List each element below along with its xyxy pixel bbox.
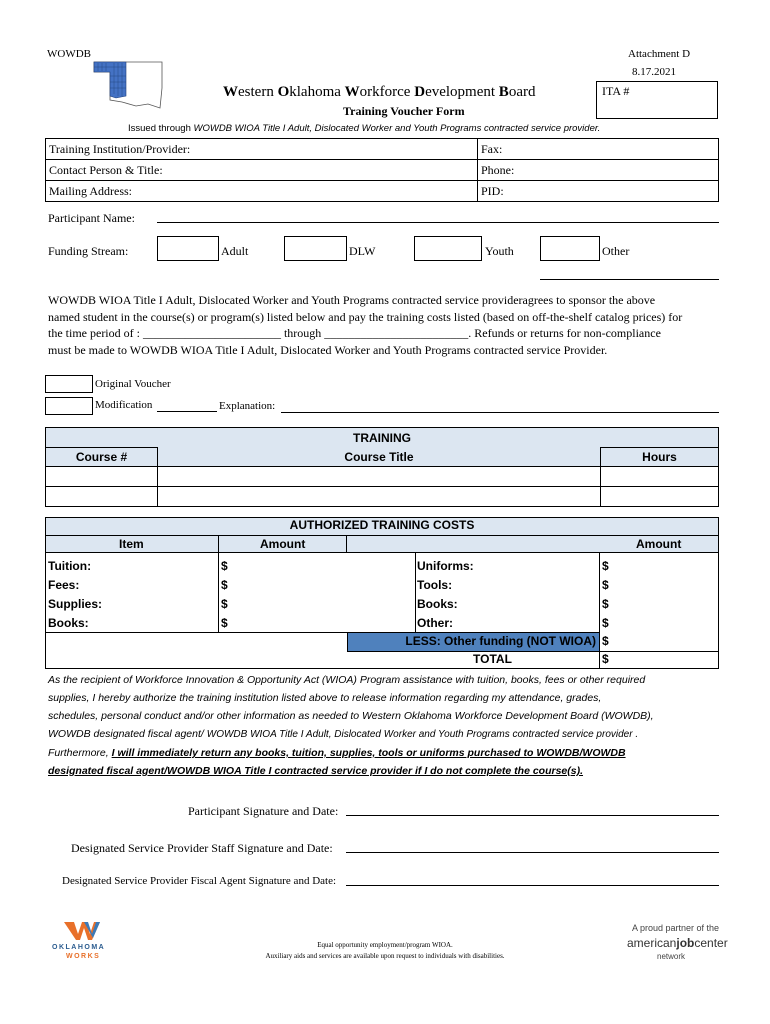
books-label: Books: [48,616,89,630]
other-label: Other [602,244,630,258]
costs-heading: AUTHORIZED TRAINING COSTS [289,518,475,532]
item-header: Item [119,537,144,551]
form-date: 8.17.2021 [632,66,676,78]
pid-field[interactable]: PID: [478,181,719,202]
dlw-checkbox[interactable] [284,236,347,261]
participant-signature-input[interactable] [346,815,719,816]
uniforms-label: Uniforms: [417,559,474,573]
fax-field[interactable]: Fax: [478,139,719,160]
modification-label: Modification [95,399,153,411]
youth-label: Youth [485,244,514,258]
oklahoma-works-logo-icon [62,918,102,942]
total-label: TOTAL [473,652,512,666]
course-number-header: Course # [46,448,158,467]
training-heading: TRAINING [46,428,719,448]
right-items [417,557,474,633]
course-title-header: Course Title [158,448,601,467]
total-amount[interactable]: $ [602,652,609,666]
attachment-label: Attachment D [628,48,691,60]
fees-label: Fees: [48,578,80,592]
course-title-cell[interactable] [158,487,601,507]
tools-label: Tools: [417,578,453,592]
staff-signature-input[interactable] [346,852,719,853]
equal-opportunity-notice: Equal opportunity employment/program WIOA. Auxiliary aids and services are available upon request to individuals with disabilities. [265,941,505,960]
form-title: Training Voucher Form [343,104,465,118]
logo-works: WORKS [66,953,101,960]
funding-stream-label: Funding Stream: [48,244,129,258]
explanation-label: Explanation: [219,400,276,412]
course-number-cell[interactable] [46,467,158,487]
amount-right-header: Amount [636,537,682,551]
ajc-partner-line: A proud partner of the [632,923,720,933]
ita-number-field[interactable] [596,81,718,119]
course-number-cell[interactable] [46,487,158,507]
logo-oklahoma: OKLAHOMA [52,944,106,951]
original-voucher-checkbox[interactable] [45,375,93,393]
left-amounts[interactable]: $ $ $ $ [221,559,228,630]
modification-input[interactable] [157,411,217,412]
ajc-logo-text: americanjobcenter [627,936,728,950]
board-title: Western Oklahoma Workforce Development Board [223,84,536,100]
youth-checkbox[interactable] [414,236,482,261]
tuition-label: Tuition: [48,559,92,573]
org-short: WOWDB [47,48,91,60]
amount-header: Amount [260,537,306,551]
participant-signature-label: Participant Signature and Date: [188,804,339,818]
original-voucher-label: Original Voucher [95,378,171,390]
course-title-cell[interactable] [158,467,601,487]
hours-header: Hours [601,448,719,467]
modification-checkbox[interactable] [45,397,93,415]
sponsor-paragraph: WOWDB WIOA Title I Adult, Dislocated Worker and Youth Programs contracted service provideragrees to sponsor the above named student in the course(s) or program(s) listed below and pay the training costs listed (based on off-the-shelf catalog prices) for the time period of : _______________________ through ________________________. Refunds or returns for non-compliance must be made to WOWDB WIOA Title I Adult, Dislocated Worker and Youth Programs contracted service Provider. [48,293,683,357]
other-checkbox[interactable] [540,236,600,261]
participant-name-label: Participant Name: [48,211,135,225]
participant-name-input[interactable] [157,222,719,223]
provider-info-table [45,138,719,202]
contact-person-field[interactable]: Contact Person & Title: [46,160,478,181]
costs-table [45,535,719,669]
books-right-label: Books: [417,597,458,611]
mailing-address-field[interactable]: Mailing Address: [46,181,478,202]
explanation-input[interactable] [281,412,719,413]
fiscal-signature-label: Designated Service Provider Fiscal Agent Signature and Date: [62,875,337,887]
phone-field[interactable]: Phone: [478,160,719,181]
fiscal-signature-input[interactable] [346,885,719,886]
left-items [48,557,102,633]
training-table [45,427,719,507]
less-other-amount[interactable]: $ [602,634,609,648]
hours-cell[interactable] [601,467,719,487]
issued-through: Issued through WOWDB WIOA Title I Adult, Dislocated Worker and Youth Programs contracted service provider. [128,123,601,134]
other-specify-input[interactable] [540,279,719,280]
right-amounts[interactable]: $ $ $ $ [602,559,609,630]
authorization-statement: As the recipient of Workforce Innovation & Opportunity Act (WIOA) Program assistance with tuition, books, fees or other required supplies, I hereby authorize the training institution listed above to release information regarding my attendance, grades, schedules, personal conduct and/or other information as needed to Western Oklahoma Workforce Development Board (WOWDB), WOWDB designated fiscal agent/ WOWDB WIOA Title I Adult, Dislocated Worker and Youth Programs contracted service provider . Furthermore, I will immediately return any books, tuition, supplies, tools or uniforms purchased to WOWDB/WOWDB designated fiscal agent/WOWDB WIOA Title I contracted service provider if I do not complete the course(s). [48,674,654,777]
ajc-network: network [657,952,686,961]
less-other-funding-label: LESS: Other funding (NOT WIOA) [405,634,596,648]
ita-label: ITA # [602,84,630,98]
adult-label: Adult [221,244,249,258]
dlw-label: DLW [349,244,376,258]
training-institution-field[interactable]: Training Institution/Provider: [46,139,478,160]
adult-checkbox[interactable] [157,236,219,261]
supplies-label: Supplies: [48,597,103,611]
staff-signature-label: Designated Service Provider Staff Signature and Date: [71,841,333,855]
other-cost-label: Other: [417,616,453,630]
hours-cell[interactable] [601,487,719,507]
oklahoma-map-logo [92,60,164,110]
